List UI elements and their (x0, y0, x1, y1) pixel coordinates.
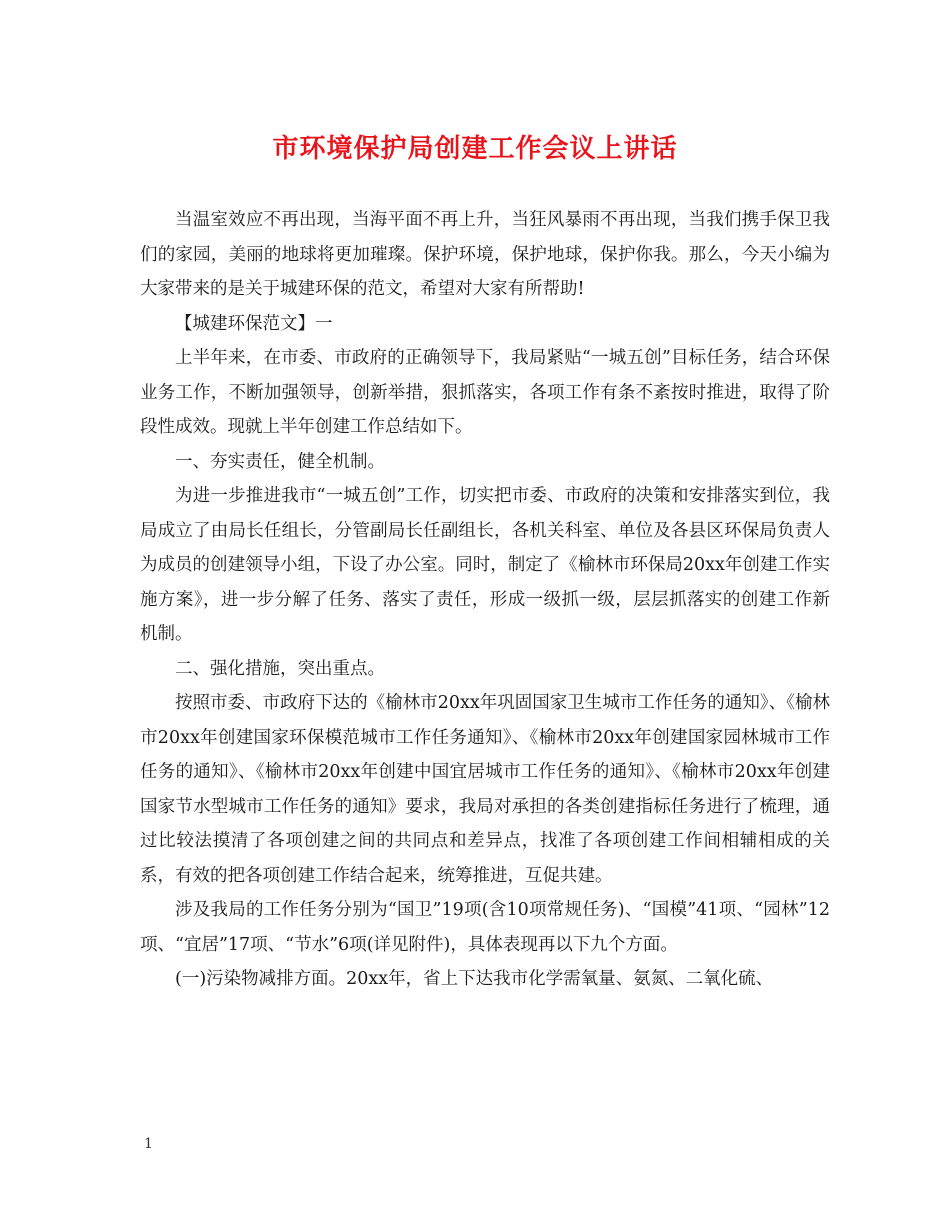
body-paragraph: 为进一步推进我市“一城五创”工作，切实把市委、市政府的决策和安排落实到位，我局成立了由局长任组长，分管副局长任副组长，各机关科室、单位及各县区环保局负责人为成员的创建领导小组，下设了办公室。同时，制定了《榆林市环保局20xx年创建工作实施方案》，进一步分解了任务、落实了责任，形成一级抓一级，层层抓落实的创建工作新机制。 (140, 486, 830, 644)
body-paragraph: 涉及我局的工作任务分别为“国卫”19项(含10项常规任务)、“国模”41项、“园林”12项、“宜居”17项、“节水”6项(详见附件)，具体表现再以下九个方面。 (140, 900, 830, 955)
section-label: 【城建环保范文】一 (175, 313, 333, 334)
document-body (140, 203, 830, 997)
section-heading: 二、强化措施，突出重点。 (175, 658, 385, 679)
body-paragraph: 按照市委、市政府下达的《榆林市20xx年巩固国家卫生城市工作任务的通知》、《榆林市20xx年创建国家环保模范城市工作任务通知》、《榆林市20xx年创建国家园林城市工作任务的通知》、《榆林市20xx年创建中国宜居城市工作任务的通知》、《榆林市20xx年创建国家节水型城市工作任务的通知》要求，我局对承担的各类创建指标任务进行了梳理，通过比较法摸清了各项创建之间的共同点和差异点，找准了各项创建工作间相辅相成的关系，有效的把各项创建工作结合起来，统筹推进，互促共建。 (140, 693, 830, 886)
body-paragraph: 上半年来，在市委、市政府的正确领导下，我局紧贴“一城五创”目标任务，结合环保业务工作，不断加强领导，创新举措，狠抓落实，各项工作有条不紊按时推进，取得了阶段性成效。现就上半年创建工作总结如下。 (140, 348, 830, 437)
intro-paragraph: 当温室效应不再出现，当海平面不再上升，当狂风暴雨不再出现，当我们携手保卫我们的家园，美丽的地球将更加璀璨。保护环境，保护地球，保护你我。那么，今天小编为大家带来的是关于城建环保的范文，希望对大家有所帮助! (140, 210, 830, 299)
document-title: 市环境保护局创建工作会议上讲话 (272, 134, 678, 164)
body-paragraph: (一)污染物减排方面。20xx年，省上下达我市化学需氧量、氨氮、二氧化硫、 (175, 969, 774, 989)
page-number: 1 (144, 1136, 153, 1152)
section-heading: 一、夯实责任，健全机制。 (175, 451, 385, 472)
